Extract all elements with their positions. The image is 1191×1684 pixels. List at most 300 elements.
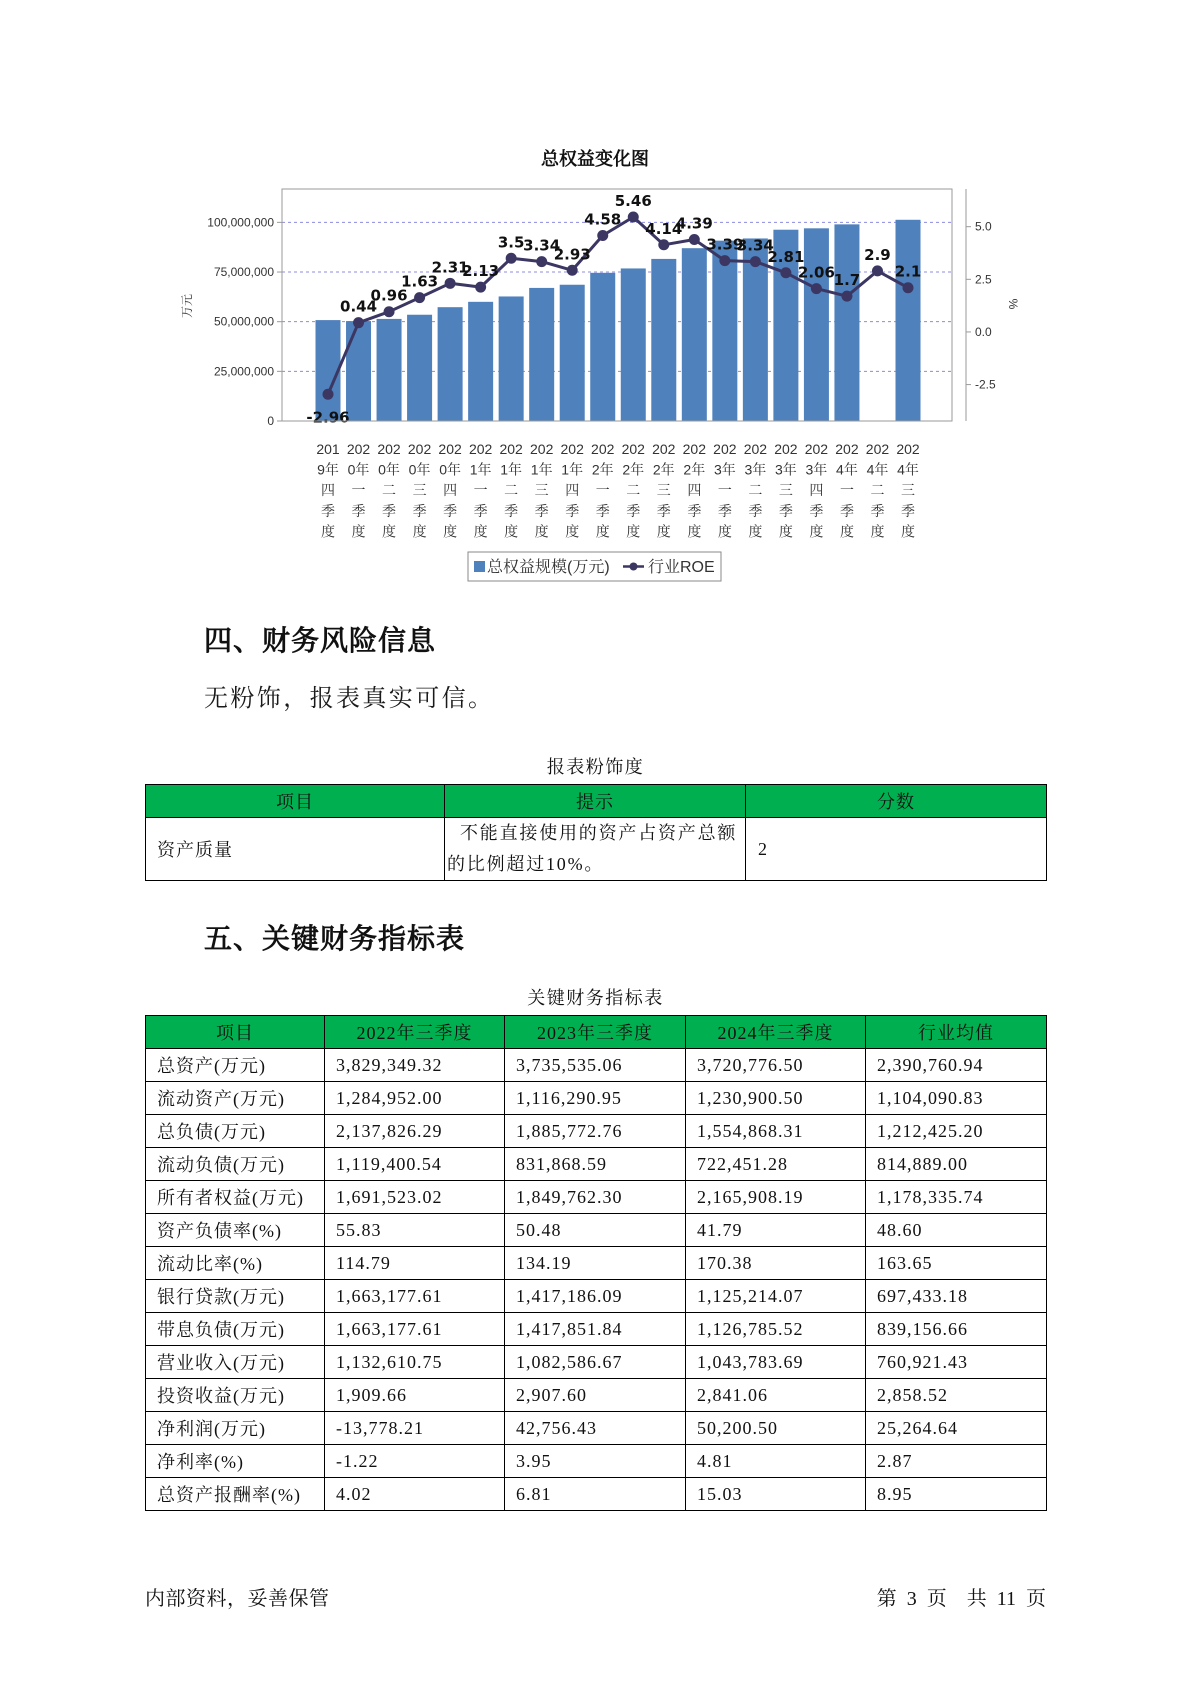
x-tick-label-line: 四 [565,482,580,499]
indicator-value-cell: 1,119,400.54 [325,1148,505,1181]
x-tick-label [438,441,462,539]
x-tick-label-line: 季 [412,502,427,519]
x-tick-label-line: 度 [778,523,793,540]
x-tick-label-line: 二 [382,482,397,499]
x-tick-label-line: 一 [473,482,488,499]
x-tick-label-line: 度 [412,523,427,540]
header-hint: 提示 [445,785,746,818]
indicator-row [146,1412,1047,1445]
indicator-value-cell: 1,043,783.69 [686,1346,866,1379]
roe-point [689,234,700,245]
equity-bar [804,228,829,421]
indicator-value-cell: 1,126,785.52 [686,1313,866,1346]
x-tick-label-line: 202 [377,441,401,457]
roe-data-label: 3.34 [523,236,561,255]
indicator-value-cell: 2.87 [866,1445,1047,1478]
roe-point [597,230,608,241]
x-tick-label-line: 201 [316,441,340,457]
x-tick-label [316,441,340,539]
x-tick-label-line: 季 [473,502,488,519]
indicator-row [146,1181,1047,1214]
roe-data-label: 3.34 [736,236,774,255]
x-tick-label-line: 202 [621,441,645,457]
roe-data-label: 0.96 [370,286,408,305]
indicator-value-cell: 3,829,349.32 [325,1049,505,1082]
right-axis-title: % [1006,298,1020,310]
section-heading-key-indicators: 五、关键财务指标表 [204,922,466,955]
x-tick-label-line: 3年 [744,461,767,478]
x-tick-label-line: 202 [346,441,371,457]
x-tick-label-line: 2年 [622,461,645,478]
roe-data-label: 2.81 [767,247,805,266]
indicator-value-cell: 170.38 [686,1247,866,1280]
indicator-value-cell: 2,165,908.19 [686,1181,866,1214]
indicator-value-cell: 42,756.43 [505,1412,686,1445]
indicator-value-cell: 50.48 [505,1214,686,1247]
footer-page-number: 第 3 页 共 11 页 [876,1588,1046,1610]
indicator-row [146,1478,1047,1511]
indicator-value-cell: 1,554,868.31 [686,1115,866,1148]
x-tick-label-line: 4年 [836,461,858,478]
equity-bar [590,273,615,421]
left-axis-tick-label: 50,000,000 [213,314,274,329]
legend-bar-swatch [474,561,485,572]
indicator-value-cell: 1,212,425.20 [866,1115,1047,1148]
roe-data-label: 0.44 [340,297,378,316]
header-2022q3: 2022年三季度 [325,1016,505,1049]
equity-bar [621,268,646,421]
legend-point-swatch [630,563,638,571]
indicator-value-cell: 839,156.66 [866,1313,1047,1346]
x-tick-label-line: 0年 [378,461,400,478]
x-tick-label [347,441,371,539]
right-axis-tick-label: 2.5 [975,272,992,287]
x-tick-label-line: 季 [534,502,549,519]
x-tick-label-line: 度 [382,523,397,540]
x-tick-label [896,441,920,539]
equity-bar [468,302,493,421]
section-heading-financial-risk: 四、财务风险信息 [204,624,437,657]
roe-point [445,278,456,289]
x-tick-label-line: 季 [748,502,763,519]
x-tick-label-line: 季 [656,502,671,519]
x-tick-label-line: 一 [717,482,732,499]
roe-point [353,317,364,328]
x-tick-label-line: 度 [839,523,854,540]
x-tick-label [469,441,493,539]
indicator-label-cell: 银行贷款(万元) [146,1280,325,1313]
x-tick-label-line: 度 [321,523,335,540]
indicator-value-cell: 1,417,851.84 [505,1313,686,1346]
indicator-value-cell: 4.81 [686,1445,866,1478]
equity-change-chart [0,0,1191,600]
x-tick-label-line: 度 [901,523,915,540]
indicator-row [146,1115,1047,1148]
left-axis-title: 万元 [180,293,194,319]
roe-point [841,291,852,302]
x-tick-label-line: 202 [499,441,523,457]
chart-legend [468,552,721,581]
legend-label-roe: 行业ROE [648,559,715,576]
indicator-value-cell: 1,885,772.76 [505,1115,686,1148]
x-tick-label-line: 202 [896,441,920,457]
x-tick-label-line: 202 [743,441,768,457]
indicator-value-cell: 25,264.64 [866,1412,1047,1445]
indicator-label-cell: 净利润(万元) [146,1412,325,1445]
x-tick-label-line: 度 [809,523,824,540]
indicator-label-cell: 总负债(万元) [146,1115,325,1148]
x-tick-label-line: 季 [321,502,335,519]
x-tick-label [835,441,859,539]
x-tick-label [408,441,432,539]
x-tick-label-line: 0年 [347,461,370,478]
x-tick-label-line: 一 [839,482,854,499]
equity-bar [682,248,707,421]
x-tick-label-line: 四 [321,482,335,499]
x-tick-label-line: 度 [656,523,671,540]
equity-bar [377,319,402,421]
indicator-value-cell: 1,178,335.74 [866,1181,1047,1214]
roe-point [536,256,547,267]
roe-point [384,306,395,317]
x-tick-label-line: 一 [595,482,610,499]
x-tick-label-line: 202 [682,441,706,457]
indicator-value-cell: 2,137,826.29 [325,1115,505,1148]
indicator-row [146,1247,1047,1280]
indicator-body [146,1049,1047,1511]
x-tick-label [561,441,585,539]
x-tick-label-line: 季 [504,502,519,519]
x-tick-label-line: 三 [412,482,427,499]
whitewash-table-caption: 报表粉饰度 [546,757,645,777]
indicator-value-cell: 2,390,760.94 [866,1049,1047,1082]
x-tick-label-line: 度 [504,523,519,540]
x-tick-label-line: 度 [351,523,366,540]
x-tick-label-line: 二 [504,482,519,499]
indicator-label-cell: 所有者权益(万元) [146,1181,325,1214]
x-tick-label-line: 202 [591,441,615,457]
x-tick-label-line: 季 [870,502,885,519]
indicator-value-cell: 697,433.18 [866,1280,1047,1313]
x-tick-label-line: 季 [565,502,580,519]
roe-point [750,256,761,267]
indicator-value-cell: 134.19 [505,1247,686,1280]
x-tick-label-line: 度 [748,523,763,540]
indicator-row [146,1313,1047,1346]
roe-data-label: -2.96 [306,408,350,427]
right-axis-tick-label: -2.5 [975,377,996,392]
x-tick-label-line: 0年 [408,461,431,478]
x-tick-label-line: 3年 [805,461,828,478]
indicator-value-cell: 4.02 [325,1478,505,1511]
roe-point [323,389,334,400]
equity-bar [438,307,463,421]
x-tick-label-line: 度 [687,523,702,540]
x-tick-label-line: 4年 [897,461,919,478]
roe-point [719,255,730,266]
indicator-value-cell: 2,841.06 [686,1379,866,1412]
x-tick-label-line: 度 [443,523,458,540]
indicator-value-cell: 831,868.59 [505,1148,686,1181]
indicator-label-cell: 带息负债(万元) [146,1313,325,1346]
indicator-row [146,1280,1047,1313]
indicator-table-caption: 关键财务指标表 [527,988,664,1008]
x-tick-label-line: 202 [774,441,798,457]
indicator-row [146,1346,1047,1379]
indicator-row [146,1445,1047,1478]
roe-data-label: 2.13 [462,262,500,281]
x-tick-label-line: 季 [717,502,732,519]
indicator-label-cell: 流动比率(%) [146,1247,325,1280]
indicator-header-row [146,1016,1047,1049]
indicator-value-cell: 760,921.43 [866,1346,1047,1379]
right-axis-tick-label: 5.0 [975,219,992,234]
indicator-value-cell: 3.95 [505,1445,686,1478]
x-tick-label-line: 202 [835,441,859,457]
x-tick-label-line: 季 [839,502,854,519]
indicator-label-cell: 投资收益(万元) [146,1379,325,1412]
indicator-value-cell: 15.03 [686,1478,866,1511]
indicator-value-cell: 1,909.66 [325,1379,505,1412]
roe-point [506,253,517,264]
indicator-value-cell: 1,082,586.67 [505,1346,686,1379]
roe-data-label: 2.9 [864,245,891,264]
key-indicator-table [145,1015,1047,1511]
x-tick-label-line: 4年 [866,461,889,478]
indicator-row [146,1214,1047,1247]
whitewash-body [146,818,1047,881]
x-tick-label-line: 1年 [530,461,553,478]
x-tick-label [774,441,798,539]
indicator-value-cell: 1,125,214.07 [686,1280,866,1313]
x-tick-label-line: 三 [778,482,793,499]
x-tick-label-line: 三 [534,482,549,499]
indicator-label-cell: 净利率(%) [146,1445,325,1478]
x-tick-label-line: 2年 [591,461,614,478]
indicator-value-cell: 3,735,535.06 [505,1049,686,1082]
indicator-value-cell: -1.22 [325,1445,505,1478]
indicator-value-cell: 3,720,776.50 [686,1049,866,1082]
x-tick-label-line: 1年 [561,461,584,478]
roe-data-label: 1.63 [401,272,439,291]
x-tick-label-line: 202 [530,441,554,457]
indicator-value-cell: 163.65 [866,1247,1047,1280]
roe-point [628,212,639,223]
indicator-value-cell: 8.95 [866,1478,1047,1511]
x-tick-label-line: 季 [382,502,397,519]
indicator-value-cell: 50,200.50 [686,1412,866,1445]
x-tick-label-line: 202 [560,441,584,457]
equity-bar [529,288,554,421]
x-tick-label [713,441,737,539]
roe-point [780,267,791,278]
whitewash-table [145,784,1047,881]
indicator-row [146,1082,1047,1115]
indicator-label-cell: 总资产(万元) [146,1049,325,1082]
indicator-value-cell: 2,907.60 [505,1379,686,1412]
indicator-label-cell: 流动资产(万元) [146,1082,325,1115]
whitewash-header-row [146,785,1047,818]
x-tick-label-line: 四 [809,482,824,499]
x-tick-label-line: 二 [626,482,641,499]
indicator-value-cell: 41.79 [686,1214,866,1247]
roe-point [658,239,669,250]
x-tick-label-line: 度 [717,523,732,540]
x-tick-label-line: 2年 [652,461,675,478]
financial-risk-summary: 无粉饰，报表真实可信。 [204,686,495,712]
footer-confidential-note: 内部资料，妥善保管 [145,1588,330,1610]
chart-title: 总权益变化图 [541,149,649,170]
x-tick-label-line: 度 [870,523,885,540]
roe-data-label: 3.5 [497,233,525,252]
x-tick-label-line: 季 [595,502,610,519]
x-tick-label-line: 二 [748,482,763,499]
whitewash-score-cell: 2 [746,818,1047,881]
legend-label-equity: 总权益规模(万元) [487,559,610,576]
header-2023q3: 2023年三季度 [505,1016,686,1049]
roe-data-label: 4.39 [675,214,713,233]
x-tick-label [530,441,554,539]
header-item: 项目 [146,1016,325,1049]
x-tick-label-line: 度 [565,523,580,540]
equity-bar [896,220,921,421]
x-tick-label-line: 度 [473,523,488,540]
roe-point [567,265,578,276]
x-tick-label-line: 季 [443,502,458,519]
indicator-value-cell: 814,889.00 [866,1148,1047,1181]
indicator-value-cell: 55.83 [325,1214,505,1247]
roe-data-label: 3.39 [706,235,744,254]
roe-point [872,265,883,276]
indicator-value-cell: 1,284,952.00 [325,1082,505,1115]
header-score: 分数 [746,785,1047,818]
roe-data-label: 2.93 [553,245,591,264]
indicator-value-cell: 1,849,762.30 [505,1181,686,1214]
equity-bar [834,224,859,421]
right-axis-tick-label: 0.0 [975,324,992,339]
equity-bar [651,259,676,421]
roe-data-label: 4.14 [645,219,683,238]
x-tick-label-line: 二 [870,482,885,499]
header-industry-average: 行业均值 [866,1016,1047,1049]
roe-data-label: 2.1 [894,262,922,281]
roe-point [475,282,486,293]
x-tick-label-line: 9年 [317,461,339,478]
x-tick-label-line: 三 [901,482,915,499]
x-tick-label-line: 三 [656,482,671,499]
indicator-value-cell: 1,691,523.02 [325,1181,505,1214]
x-tick-label-line: 一 [351,482,366,499]
header-2024q3: 2024年三季度 [686,1016,866,1049]
equity-bar [346,321,371,421]
indicator-label-cell: 流动负债(万元) [146,1148,325,1181]
indicator-label-cell: 资产负债率(%) [146,1214,325,1247]
indicator-value-cell: -13,778.21 [325,1412,505,1445]
x-tick-label-line: 季 [809,502,824,519]
whitewash-item-cell: 资产质量 [146,818,445,881]
x-tick-label-line: 1年 [500,461,523,478]
roe-data-label: 2.31 [431,258,469,277]
x-tick-label [744,441,768,539]
indicator-label-cell: 总资产报酬率(%) [146,1478,325,1511]
left-axis-tick-label: 25,000,000 [213,364,274,379]
indicator-value-cell: 1,116,290.95 [505,1082,686,1115]
x-tick-label-line: 季 [351,502,366,519]
roe-data-label: 1.7 [833,271,861,290]
indicator-value-cell: 1,132,610.75 [325,1346,505,1379]
roe-data-label: 4.58 [584,210,622,229]
x-tick-label-line: 202 [865,441,890,457]
x-tick-label [499,441,523,539]
x-tick-label-line: 0年 [439,461,462,478]
x-tick-label-line: 202 [438,441,462,457]
indicator-value-cell: 114.79 [325,1247,505,1280]
x-tick-label-line: 度 [595,523,610,540]
x-tick-label [683,441,707,539]
indicator-label-cell: 营业收入(万元) [146,1346,325,1379]
equity-bar [560,285,585,421]
indicator-value-cell: 48.60 [866,1214,1047,1247]
equity-bar [407,315,432,421]
x-tick-label-line: 季 [778,502,793,519]
whitewash-row [146,818,1047,881]
x-tick-label-line: 度 [626,523,641,540]
x-tick-label-line: 季 [901,502,915,519]
indicator-value-cell: 1,663,177.61 [325,1313,505,1346]
x-tick-label-line: 四 [687,482,702,499]
x-tick-label-line: 季 [626,502,641,519]
equity-bar [499,296,524,421]
x-tick-label-line: 1年 [469,461,492,478]
left-axis-tick-label: 0 [267,414,274,428]
left-axis-tick-label: 100,000,000 [207,215,274,230]
indicator-value-cell: 6.81 [505,1478,686,1511]
x-tick-label-line: 季 [687,502,702,519]
indicator-value-cell: 1,230,900.50 [686,1082,866,1115]
x-tick-label-line: 3年 [713,461,736,478]
equity-bar [712,241,737,421]
left-axis-tick-label: 75,000,000 [213,265,274,280]
x-tick-label-line: 202 [804,441,829,457]
x-tick-label-line: 度 [534,523,549,540]
indicator-value-cell: 1,663,177.61 [325,1280,505,1313]
x-tick-label-line: 2年 [683,461,706,478]
roe-point [414,292,425,303]
indicator-row [146,1049,1047,1082]
x-tick-label [652,441,676,539]
x-tick-label [805,441,829,539]
indicator-value-cell: 1,104,090.83 [866,1082,1047,1115]
x-tick-label-line: 3年 [774,461,797,478]
x-tick-label-line: 202 [652,441,676,457]
roe-data-label: 2.06 [797,263,835,282]
x-tick-label-line: 202 [468,441,493,457]
roe-point [811,283,822,294]
x-axis-labels [316,441,920,539]
indicator-value-cell: 722,451.28 [686,1148,866,1181]
indicator-value-cell: 2,858.52 [866,1379,1047,1412]
roe-point [903,282,914,293]
indicator-value-cell: 1,417,186.09 [505,1280,686,1313]
indicator-row [146,1148,1047,1181]
x-tick-label [622,441,646,539]
header-item: 项目 [146,785,445,818]
x-tick-label [591,441,615,539]
x-tick-label-line: 202 [407,441,432,457]
whitewash-hint-cell: 不能直接使用的资产占资产总额的比例超过10%。 [445,818,746,881]
x-tick-label [866,441,890,539]
x-tick-label-line: 四 [443,482,458,499]
